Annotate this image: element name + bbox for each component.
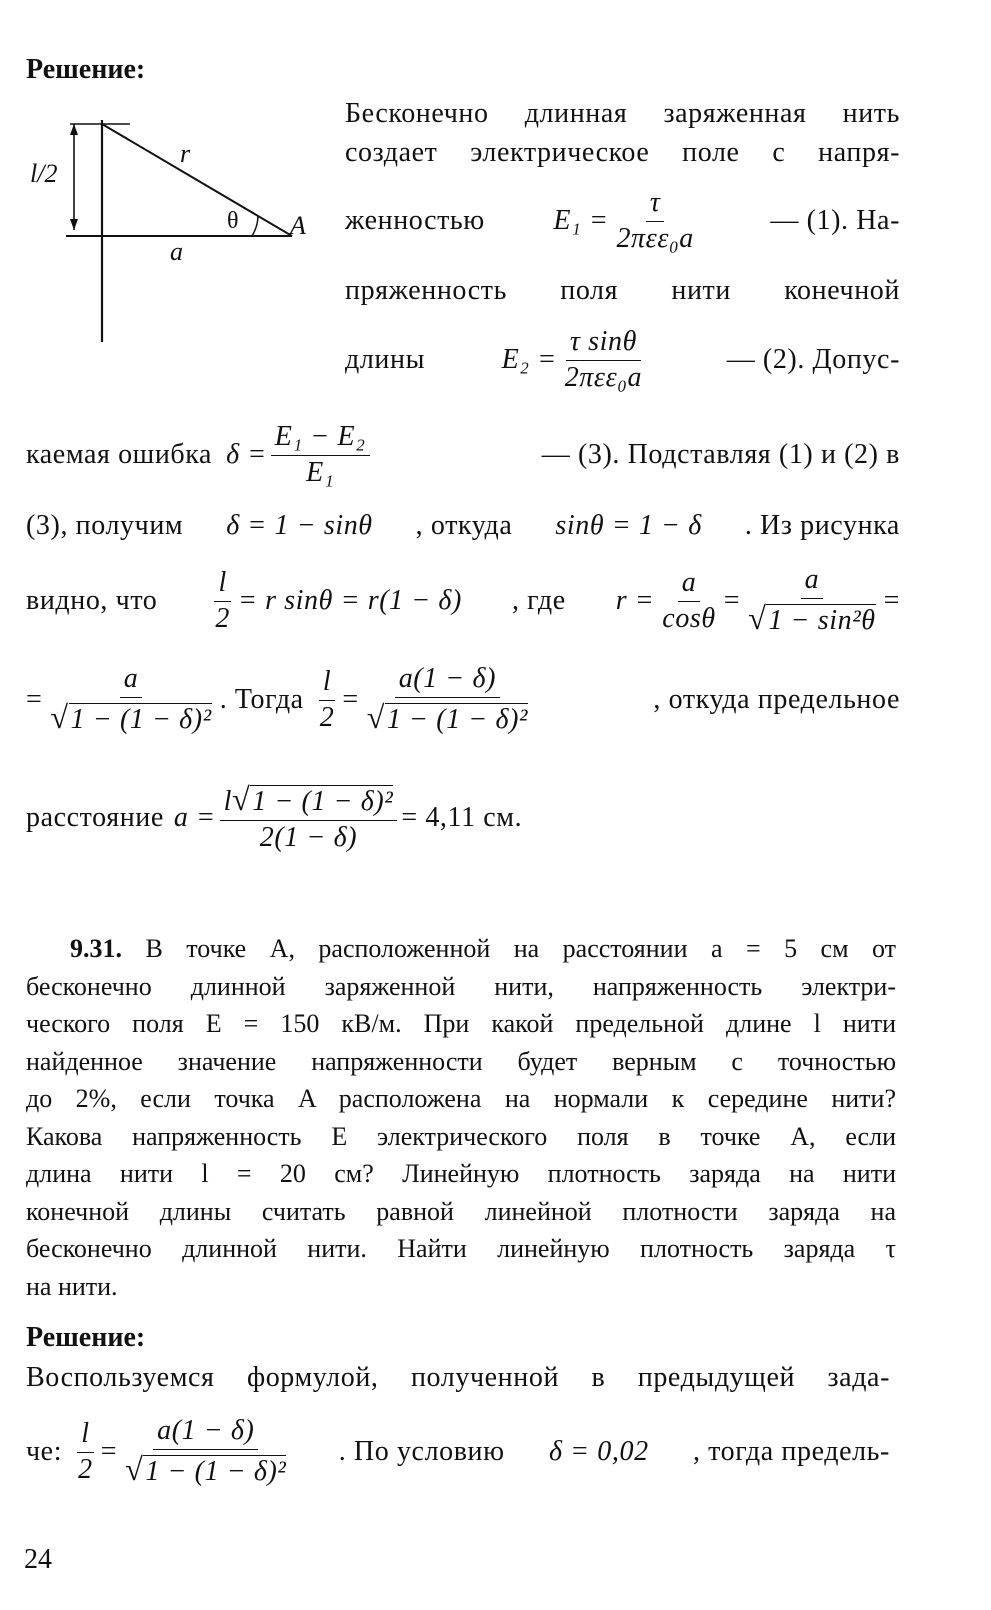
problem-statement [26,930,896,1305]
numerator: a(1 − δ) [153,1416,258,1450]
denominator: cosθ [662,602,716,634]
formula-rsin: = r sinθ = r(1 − δ) [237,585,462,616]
numerator: a [678,568,701,602]
text-line [26,510,900,542]
problem-line: ческого поля E = 150 кВ/м. При какой предельной длине l нити [26,1009,896,1038]
hypotenuse-r [102,124,292,236]
numerator: l [77,1419,93,1453]
text-fragment: че: [26,1436,63,1467]
text-line: Воспользуемся формулой, полученной в предыдущей зада- [26,1362,890,1393]
problem-line: длина нити l = 20 см? Линейную плотность заряда на нити [26,1159,896,1188]
text-fragment: , откуда предельное [653,684,900,715]
label-theta: θ [227,208,239,234]
problem-line: бесконечно длинной заряженной нити, напряженность электри- [26,971,896,1001]
formula-delta-line [26,410,900,500]
denominator: 2(1 − δ) [259,822,358,853]
denominator: E₁ [306,456,335,488]
text-line: пряженность поля нити конечной [345,275,900,306]
result-text: = 4,11 см. [401,802,523,833]
text-fragment: . По условию [338,1436,505,1467]
page-number: 24 [24,1544,52,1575]
label-half-l: l/2 [30,159,58,188]
formula-sin-result: sinθ = 1 − δ [555,510,702,541]
text-line: создает электрическое поле с напря- [345,137,900,168]
label-r: r [180,139,191,168]
problem-line: до 2%, если точка A расположена на нормали к середине нити? [26,1084,896,1113]
fraction [658,568,719,635]
formula-r-line: видно, что $\frac{l}{2}$ = r sinθ = r(1 − δ) , где r = $\frac{a}{\cos\theta}$ = $\frac{a}{\text{√1 − sin²θ}}$ = [26,564,900,636]
text-fragment: . Тогда [219,684,304,715]
solution-heading-2: Решение: [26,1322,146,1353]
label-a: a [170,237,183,266]
text-fragment: — (1). На- [770,205,900,236]
numerator: a(1 − δ) [395,664,500,698]
numerator: l [319,667,335,701]
label-point-A: A [290,211,306,240]
denominator: 2 [319,701,335,733]
formula-e1 [553,188,702,255]
fraction [561,327,646,394]
fraction [316,667,339,734]
numerator: τ sinθ [566,327,641,361]
fraction [363,664,532,736]
formula-e1-line [345,176,900,266]
formula-lhs: E₂ = [501,344,557,375]
formula-lhs: r = [615,585,655,616]
text-fragment: — (2). Допус- [726,344,900,375]
text-fragment: , где [511,585,566,616]
problem-line: найденное значение напряженности будет верным с точностью [26,1046,896,1076]
denominator: √1 − (1 − δ)² [366,699,529,735]
problem-line: 9.31. В точке A, расположенной на расстоянии a = 5 см от [70,934,897,963]
problem-line: на нити. [26,1271,118,1301]
numerator: a [801,565,824,599]
numerator: a [120,664,143,698]
text-fragment: женностью [345,205,485,236]
fraction [744,565,879,637]
solution-heading-1: Решение: [26,54,146,85]
problem-number: 9.31. [70,934,122,963]
denominator: 2πεε₀a [564,361,643,393]
text-line: Бесконечно длинная заряженная нить [345,98,900,129]
text-fragment: длины [345,344,425,375]
formula-a-line [26,768,522,868]
formula-lhs: δ = [226,439,267,470]
angle-arc [252,216,258,236]
formula-tonda-line: = $\frac{a}{\text{√1 − (1 − δ)²}}$ . Тогда $\frac{l}{2}$ = $\frac{a(1 - \delta)}{\text{√1 − (1 − δ)²}}$ , откуда предельное [26,663,900,735]
text-fragment: видно, что [26,585,158,616]
formula-delta-result: δ = 1 − sinθ [226,510,373,541]
formula-solution2-line: че: $\frac{l}{2}$ = $\frac{a(1 - \delta)}{\text{√1 − (1 − δ)²}}$ . По условию δ = 0,02 , тогда предель- [26,1415,890,1487]
fraction [121,1416,290,1488]
problem-line: Какова напряженность E электрического поля в точке A, если [26,1121,896,1151]
numerator: E₁ − E₂ [271,422,370,456]
problem-line: бесконечно длинной нити. Найти линейную плотность заряда τ [26,1234,896,1263]
fraction [271,422,370,489]
denominator: 2πεε₀a [616,222,694,254]
formula-lhs: E₁ = [553,205,609,236]
fraction [211,568,234,635]
formula-delta-value: δ = 0,02 [548,1436,649,1467]
geometry-figure [30,110,330,350]
denominator: 2 [78,1453,93,1485]
text-fragment: расстояние [26,802,164,833]
text-fragment: (3), получим [26,510,184,541]
numerator: τ [646,188,665,222]
formula-lhs: a = [173,802,216,833]
denominator: √1 − (1 − δ)² [50,699,212,735]
fraction [74,1419,97,1486]
text-fragment: , откуда [415,510,513,541]
numerator: l [214,568,230,602]
denominator: √1 − (1 − δ)² [125,1451,287,1487]
text-fragment: . Из рисунка [744,510,900,541]
fraction [220,782,398,854]
formula-e2 [502,327,651,394]
denominator: √1 − sin²θ [748,600,876,636]
denominator: 2 [215,602,230,634]
fraction [612,188,697,255]
problem-line: конечной длины считать равной линейной плотности заряда на [26,1196,896,1226]
text-fragment: каемая ошибка [26,439,213,470]
fraction [46,664,215,736]
text-fragment: , тогда предель- [692,1436,890,1467]
numerator: l√1 − (1 − δ)² [220,782,398,821]
text-fragment: — (3). Подставляя (1) и (2) в [541,439,900,470]
formula-e2-line [345,315,900,405]
